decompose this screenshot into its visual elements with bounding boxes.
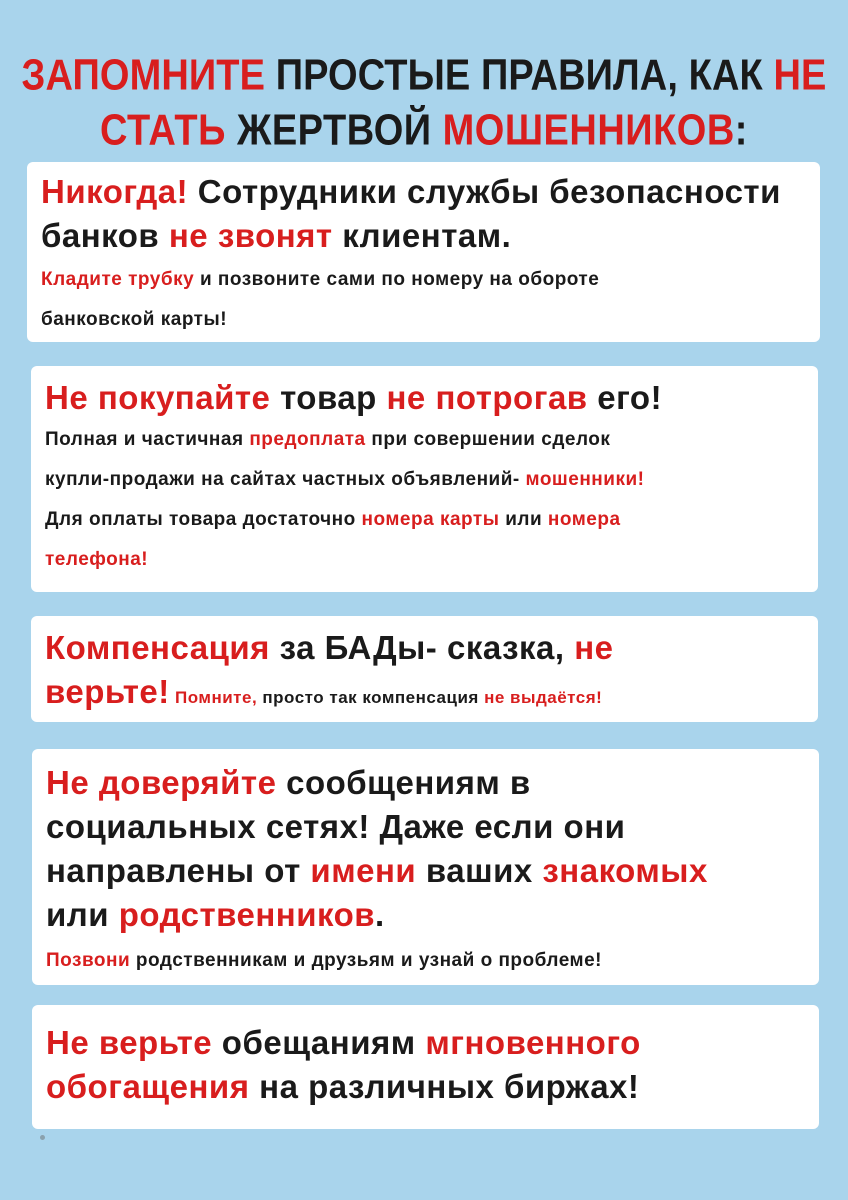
rule-text: Полная и частичная [45, 429, 250, 450]
rule-text: направлены от [46, 852, 311, 889]
title-part: ЗАПОМНИТЕ [21, 51, 266, 100]
rule-text: обогащения [46, 1068, 250, 1105]
rule-text: мошенники! [525, 469, 645, 490]
rule-card-bank-calls [27, 162, 820, 342]
rule-text: номера карты [361, 509, 500, 530]
rule-text: ваших [416, 852, 543, 889]
rule-text: клиентам. [332, 217, 512, 254]
rule-card-exchanges [32, 1005, 819, 1129]
title-part: ЖЕРТВОЙ [225, 106, 443, 155]
rule-text: мгновенного [425, 1024, 641, 1061]
rule-text: и позвоните сами по номеру на обороте [194, 269, 600, 290]
rule-text: имени [310, 852, 417, 889]
rule-text: за БАДы- сказка, [269, 629, 575, 666]
rule-text: товар [270, 379, 387, 416]
rule-text: или [499, 509, 548, 530]
scan-speck [40, 1135, 45, 1140]
rule-card-social-messages [32, 749, 819, 985]
rule-text: Сотрудники службы безопасности [188, 173, 781, 210]
rule-text: Не покупайте [45, 379, 271, 416]
rule-text: обещаниям [212, 1024, 426, 1061]
rule-text: Компенсация [45, 629, 270, 666]
rule-text: верьте! [45, 673, 170, 710]
rule-text: купли-продажи на сайтах частных объявлений- [45, 469, 526, 490]
rule-text: знакомых [542, 852, 708, 889]
rule-text: предоплата [249, 429, 366, 450]
rule-text: номера [547, 509, 621, 530]
title-part: ПРОСТЫЕ ПРАВИЛА, КАК [265, 51, 774, 100]
rule-text: социальных сетях! Даже если они [46, 808, 626, 845]
poster-title [20, 48, 828, 158]
rule-card-compensation [31, 616, 818, 722]
rule-text: Не доверяйте [46, 764, 277, 801]
rule-text: банков [41, 217, 169, 254]
rule-text: банковской карты! [41, 309, 228, 330]
rule-text: его! [587, 379, 663, 416]
rule-text: Для оплаты товара достаточно [45, 509, 362, 530]
rule-text: . [375, 896, 385, 933]
rule-text: Помните, [169, 688, 258, 707]
title-part: МОШЕННИКОВ [442, 106, 735, 155]
rule-text: или [46, 896, 119, 933]
rule-text: просто так компенсация [257, 688, 485, 707]
rule-text: родственникам и друзьям и узнай о проблеме! [130, 950, 602, 971]
rule-card-prepayment [31, 366, 818, 592]
rule-text: не звонят [168, 217, 333, 254]
rule-text: при совершении сделок [365, 429, 611, 450]
rule-text: телефона! [45, 549, 149, 570]
rule-text: Не верьте [46, 1024, 213, 1061]
title-part: : [734, 106, 748, 155]
rule-text: родственников [118, 896, 376, 933]
rule-text: сообщениям в [276, 764, 531, 801]
rule-text: Позвони [46, 950, 131, 971]
rule-text: Кладите трубку [41, 269, 195, 290]
rule-text: не выдаётся! [484, 688, 603, 707]
title-part: СТАТЬ [100, 106, 226, 155]
title-part: НЕ [773, 51, 827, 100]
rule-text: не [574, 629, 614, 666]
rule-text: на различных биржах! [249, 1068, 640, 1105]
rule-text: не потрогав [386, 379, 588, 416]
rule-text: Никогда! [41, 173, 189, 210]
